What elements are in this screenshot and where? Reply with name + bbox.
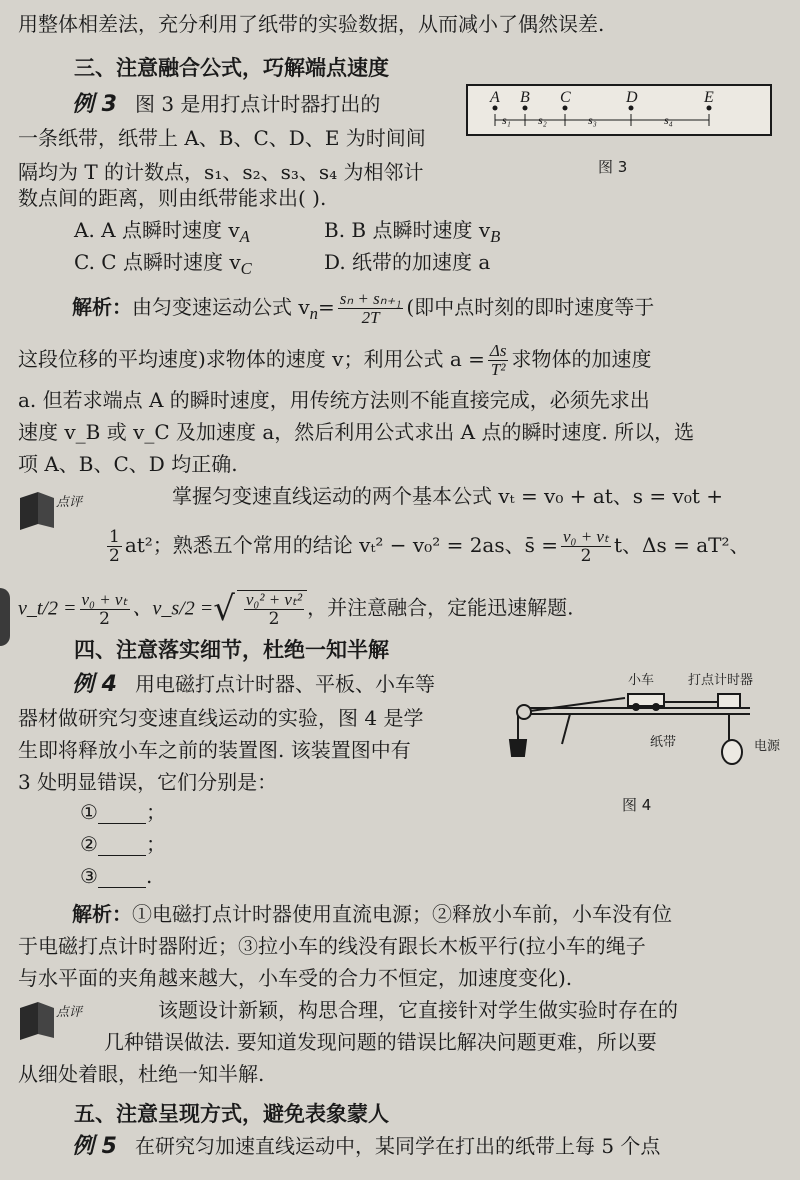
blank-3[interactable]: ③ . bbox=[80, 864, 153, 888]
example-3-line3: 隔均为 T 的计数点，s₁、s₂、s₃、s₄ 为相邻计 bbox=[18, 160, 424, 184]
figure-3-tape bbox=[466, 84, 772, 136]
note-3-line1: 掌握匀变速直线运动的两个基本公式 vₜ = v₀ + at、s = v₀t + bbox=[172, 484, 724, 508]
page-binding-mark bbox=[0, 588, 10, 646]
option-D: D. 纸带的加速度 a bbox=[324, 250, 491, 274]
fig4-label-timer: 打点计时器 bbox=[688, 673, 754, 688]
example-4-line4: 3 处明显错误，它们分别是： bbox=[18, 770, 278, 794]
note-4-line3: 从细处着眼，杜绝一知半解. bbox=[18, 1062, 265, 1086]
example-5-label: 例 5 bbox=[72, 1134, 117, 1159]
analysis-4-label: 解析： bbox=[72, 902, 132, 926]
option-A: A. A 点瞬时速度 $v_A$ bbox=[74, 218, 250, 246]
fig3-point-A: A bbox=[490, 89, 500, 106]
blank-2[interactable]: ② ； bbox=[80, 832, 166, 856]
formula-fraction-2: $\frac{\Delta s}{\text{T²}}$ bbox=[489, 341, 507, 379]
fig3-seg-s4: s₄ bbox=[664, 113, 673, 127]
fig3-seg-s1: s₁ bbox=[502, 113, 511, 127]
analysis-3-p3: a. 但若求端点 A 的瞬时速度，用传统方法则不能直接完成，必须先求出 bbox=[18, 388, 650, 412]
note-3-line2: $\frac{1}{2}$ at²；熟悉五个常用的结论 vₜ² − v₀² = 2as、s̄ = $\frac{\text{v₀ + vₜ}}{2}$ t、Δs = aT²、 bbox=[109, 527, 750, 566]
figure-4-caption: 图 4 bbox=[622, 796, 652, 814]
top-line: 用整体相差法，充分利用了纸带的实验数据，从而减小了偶然误差. bbox=[18, 12, 605, 36]
analysis-3-p2: 这段位移的平均速度)求物体的速度 v；利用公式 a = $\frac{\Delta s}{\text{T²}}$ 求物体的加速度 bbox=[18, 341, 652, 379]
formula-fraction-1: $\frac{\text{sₙ + sₙ₊₁}}{2T}$ bbox=[339, 289, 402, 327]
example-3-line1 bbox=[72, 92, 380, 117]
fig3-point-B: B bbox=[520, 89, 530, 106]
fig4-label-power: 电源 bbox=[754, 739, 781, 754]
example-3-line2: 一条纸带，纸带上 A、B、C、D、E 为时间间 bbox=[18, 126, 426, 150]
comment-book-icon bbox=[16, 490, 83, 530]
example-3-label: 例 3 bbox=[72, 92, 117, 117]
section-4-title: 四、注意落实细节，杜绝一知半解 bbox=[74, 638, 389, 662]
analysis-4-p1: 解析：①电磁打点计时器使用直流电源；②释放小车前，小车没有位 bbox=[72, 902, 672, 926]
section-3-title: 三、注意融合公式，巧解端点速度 bbox=[74, 56, 389, 80]
example-4-line1: 例 4 用电磁打点计时器、平板、小车等 bbox=[72, 672, 435, 697]
fig4-label-cart: 小车 bbox=[628, 673, 655, 688]
note-3-line3: v_t/2 = $\frac{\text{v₀ + vₜ}}{2}$ 、v_s/2 =√ $\frac{\text{v₀² + vₜ²}}{2}$ ，并注意融合，定能迅速解题. bbox=[18, 589, 574, 629]
analysis-4-p3: 与水平面的夹角越来越大，小车受的合力不恒定，加速度变化). bbox=[18, 966, 573, 990]
analysis-3-p4: 速度 v_B 或 v_C 及加速度 a，然后利用公式求出 A 点的瞬时速度. 所以，选 bbox=[18, 420, 695, 444]
fig3-point-D: D bbox=[626, 89, 638, 106]
analysis-3-label: 解析： bbox=[72, 295, 132, 319]
analysis-3-p1: 解析：由匀变速运动公式 $v_n=$ $\frac{\text{sₙ + sₙ₊₁}}{2T}$ (即中点时刻的即时速度等于 bbox=[72, 289, 655, 327]
fig4-label-tape: 纸带 bbox=[650, 735, 677, 750]
note-4-line2: 几种错误做法. 要知道发现问题的错误比解决问题更难，所以要 bbox=[104, 1030, 657, 1054]
fig3-point-C: C bbox=[560, 89, 571, 106]
example-4-label: 例 4 bbox=[72, 672, 117, 697]
figure-3-diagram bbox=[468, 86, 770, 134]
fig3-seg-s3: s₃ bbox=[588, 113, 597, 127]
analysis-4-p2: 于电磁打点计时器附近；③拉小车的线没有跟长木板平行(拉小车的绳子 bbox=[18, 934, 646, 958]
figure-4-apparatus bbox=[500, 664, 790, 784]
svg-text:点评: 点评 bbox=[56, 1005, 83, 1020]
note-4-line1: 该题设计新颖，构思合理，它直接针对学生做实验时存在的 bbox=[158, 998, 678, 1022]
blank-1[interactable]: ① ； bbox=[80, 800, 166, 824]
example-4-line3: 生即将释放小车之前的装置图. 该装置图中有 bbox=[18, 738, 411, 762]
figure-3-caption: 图 3 bbox=[598, 158, 628, 176]
option-B: B. B 点瞬时速度 $v_B$ bbox=[324, 218, 501, 246]
example-3-text1: 图 3 是用打点计时器打出的 bbox=[134, 92, 381, 116]
example-5-line1: 例 5 在研究匀加速直线运动中，某同学在打出的纸带上每 5 个点 bbox=[72, 1134, 661, 1159]
analysis-3-p5: 项 A、B、C、D 均正确. bbox=[18, 452, 238, 476]
option-C: C. C 点瞬时速度 $v_C$ bbox=[74, 250, 252, 278]
example-4-line2: 器材做研究匀变速直线运动的实验，图 4 是学 bbox=[18, 706, 424, 730]
fig3-point-E: E bbox=[704, 89, 714, 106]
example-3-line4: 数点间的距离，则由纸带能求出( ). bbox=[18, 186, 327, 210]
comment-book-icon-2 bbox=[16, 1000, 83, 1040]
svg-text:点评: 点评 bbox=[56, 495, 83, 510]
fig3-seg-s2: s₂ bbox=[538, 113, 547, 127]
section-5-title: 五、注意呈现方式，避免表象蒙人 bbox=[74, 1102, 389, 1126]
